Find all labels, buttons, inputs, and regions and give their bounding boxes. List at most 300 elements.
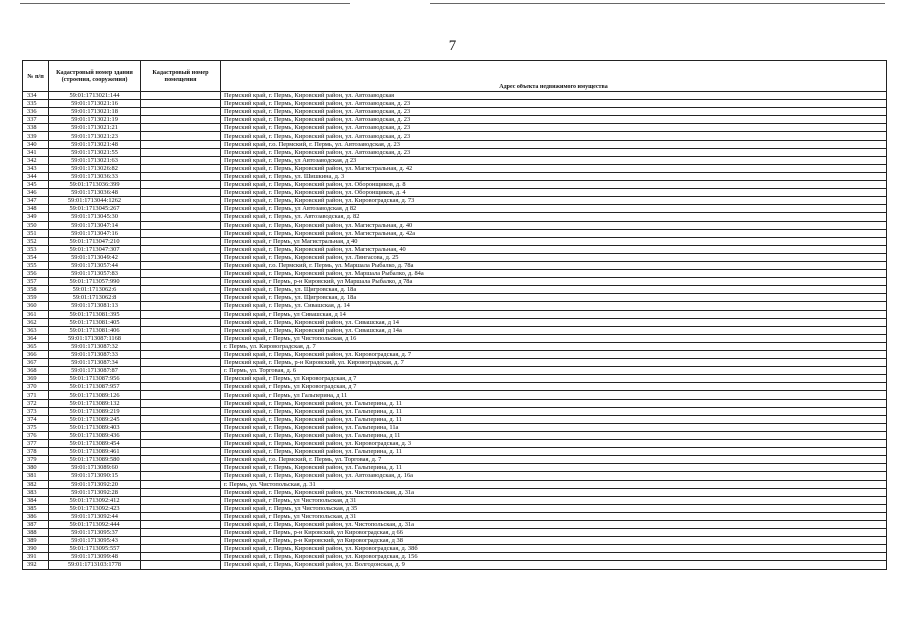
row-cadastral-building: 59:01:1713089:436 xyxy=(49,431,141,439)
row-cadastral-building: 59:01:1713089:132 xyxy=(49,399,141,407)
row-cadastral-building: 59:01:1713095:43 xyxy=(49,537,141,545)
row-address: Пермский край, г. Пермь, ул. Автозаводская, д. 82 xyxy=(221,213,887,221)
row-cadastral-premises xyxy=(141,351,221,359)
row-cadastral-building: 59:01:1713021:19 xyxy=(49,116,141,124)
row-cadastral-building: 59:01:1713089:219 xyxy=(49,407,141,415)
table-row xyxy=(23,415,887,423)
row-cadastral-building: 59:01:1713021:16 xyxy=(49,100,141,108)
table-row xyxy=(23,172,887,180)
row-number: 368 xyxy=(23,367,49,375)
row-number: 388 xyxy=(23,529,49,537)
table-row xyxy=(23,181,887,189)
row-cadastral-building: 59:01:1713036:48 xyxy=(49,189,141,197)
row-cadastral-building: 59:01:1713087:87 xyxy=(49,367,141,375)
row-cadastral-premises xyxy=(141,375,221,383)
table-row xyxy=(23,213,887,221)
row-number: 369 xyxy=(23,375,49,383)
row-cadastral-premises xyxy=(141,391,221,399)
row-cadastral-building: 59:01:1713092:412 xyxy=(49,496,141,504)
row-address: Пермский край, г.о. Пермский, г. Пермь, ул. Автозаводская, д. 23 xyxy=(221,140,887,148)
row-address: Пермский край, г. Пермь, Кировский район, ул. Чистопольская, д. 31а xyxy=(221,520,887,528)
row-number: 387 xyxy=(23,520,49,528)
row-cadastral-building: 59:01:1713021:23 xyxy=(49,132,141,140)
row-address: Пермский край, г. Пермь, Кировский район, ул. Кировоградская, д. 156 xyxy=(221,553,887,561)
row-address: Пермский край, г Пермь, ул Чистопольская, д 31 xyxy=(221,496,887,504)
row-cadastral-building: 59:01:1713021:21 xyxy=(49,124,141,132)
row-cadastral-building: 59:01:1713057:83 xyxy=(49,270,141,278)
row-cadastral-building: 59:01:1713021:55 xyxy=(49,148,141,156)
row-cadastral-building: 59:01:1713021:18 xyxy=(49,108,141,116)
row-cadastral-premises xyxy=(141,399,221,407)
row-number: 390 xyxy=(23,545,49,553)
row-address: Пермский край, г Пермь, ул Сивашская, д 14 xyxy=(221,310,887,318)
row-cadastral-premises xyxy=(141,440,221,448)
row-cadastral-premises xyxy=(141,197,221,205)
table-row xyxy=(23,140,887,148)
row-cadastral-building: 59:01:1713095:557 xyxy=(49,545,141,553)
row-address: Пермский край, г Пермь, ул Чистопольская, д 31 xyxy=(221,512,887,520)
table-row xyxy=(23,261,887,269)
row-number: 345 xyxy=(23,181,49,189)
row-number: 358 xyxy=(23,286,49,294)
row-number: 349 xyxy=(23,213,49,221)
row-number: 357 xyxy=(23,278,49,286)
row-address: Пермский край, г. Пермь, Кировский район, ул. Чистопольская, д. 31а xyxy=(221,488,887,496)
row-number: 370 xyxy=(23,383,49,391)
row-number: 359 xyxy=(23,294,49,302)
row-number: 346 xyxy=(23,189,49,197)
row-address: Пермский край, г. Пермь, Кировский район, ул. Кировоградская, д. 3 xyxy=(221,440,887,448)
row-cadastral-building: 59:01:1713089:461 xyxy=(49,448,141,456)
row-cadastral-premises xyxy=(141,359,221,367)
row-address: Пермский край, г. Пермь, Кировский район, ул. Автозаводская, д. 23 xyxy=(221,108,887,116)
table-row xyxy=(23,399,887,407)
table-row xyxy=(23,512,887,520)
row-number: 382 xyxy=(23,480,49,488)
row-address: Пермский край, г. Пермь, Кировский район, ул. Магистральная, 40 xyxy=(221,245,887,253)
row-number: 378 xyxy=(23,448,49,456)
row-cadastral-building: 59:01:1713047:307 xyxy=(49,245,141,253)
row-cadastral-building: 59:01:1713049:42 xyxy=(49,253,141,261)
row-number: 367 xyxy=(23,359,49,367)
row-address: Пермский край, г. Пермь, Кировский район, ул. Гальперина, 11а xyxy=(221,423,887,431)
table-row xyxy=(23,286,887,294)
row-cadastral-building: 59:01:1713087:34 xyxy=(49,359,141,367)
scan-top-rule-left xyxy=(20,3,350,4)
row-address: Пермский край, г Пермь, р-н Кировский, ул Кировоградская, д 66 xyxy=(221,529,887,537)
table-row xyxy=(23,245,887,253)
row-cadastral-premises xyxy=(141,189,221,197)
row-address: Пермский край, г. Пермь, Кировский район, ул. Сивашская, д 14 xyxy=(221,318,887,326)
row-cadastral-building: 59:01:1713087:957 xyxy=(49,383,141,391)
header-address: Адрес объекта недвижимого имущества xyxy=(221,84,887,92)
row-cadastral-premises xyxy=(141,172,221,180)
row-number: 372 xyxy=(23,399,49,407)
scan-top-rule-right xyxy=(430,3,885,4)
row-cadastral-premises xyxy=(141,326,221,334)
row-cadastral-premises xyxy=(141,205,221,213)
row-address: Пермский край, г. Пермь, р-н Кировский, ул. Кировоградская, д. 7 xyxy=(221,359,887,367)
row-address: Пермский край, г. Пермь, Кировский район, ул. Волгодонская, д. 9 xyxy=(221,561,887,569)
table-row xyxy=(23,116,887,124)
row-cadastral-premises xyxy=(141,342,221,350)
row-cadastral-premises xyxy=(141,156,221,164)
row-number: 339 xyxy=(23,132,49,140)
row-address: Пермский край, г. Пермь, ул. Щигровская, д. 18а xyxy=(221,294,887,302)
row-number: 353 xyxy=(23,245,49,253)
row-cadastral-building: 59:01:1713062:8 xyxy=(49,294,141,302)
row-cadastral-premises xyxy=(141,261,221,269)
row-address: Пермский край, г Пермь, ул Магистральная, д 40 xyxy=(221,237,887,245)
table-row xyxy=(23,270,887,278)
row-address: Пермский край, г. Пермь, Кировский район, ул. Автозаводская, д. 23 xyxy=(221,148,887,156)
table-row xyxy=(23,148,887,156)
row-address: Пермский край, г. Пермь, Кировский район, ул. Сивашская, д 14а xyxy=(221,326,887,334)
row-cadastral-building: 59:01:1713090:15 xyxy=(49,472,141,480)
row-address: Пермский край, г. Пермь, ул Автозаводская, д 82 xyxy=(221,205,887,213)
row-address: Пермский край, г. Пермь, Кировский район, ул. Магистральная, д. 40 xyxy=(221,221,887,229)
row-number: 379 xyxy=(23,456,49,464)
row-number: 344 xyxy=(23,172,49,180)
row-number: 391 xyxy=(23,553,49,561)
row-cadastral-premises xyxy=(141,270,221,278)
row-cadastral-building: 59:01:1713021:63 xyxy=(49,156,141,164)
row-address: Пермский край, г. Пермь, Кировский район, ул. Оборонщиков, д. 4 xyxy=(221,189,887,197)
row-cadastral-premises xyxy=(141,448,221,456)
table-row xyxy=(23,545,887,553)
table-row xyxy=(23,310,887,318)
row-cadastral-premises xyxy=(141,520,221,528)
table-row xyxy=(23,448,887,456)
row-cadastral-building: 59:01:1713099:48 xyxy=(49,553,141,561)
row-cadastral-premises xyxy=(141,286,221,294)
row-cadastral-premises xyxy=(141,561,221,569)
row-address: Пермский край, г. Пермь, Кировский район, ул. Автозаводская, д. 16а xyxy=(221,472,887,480)
row-cadastral-premises xyxy=(141,229,221,237)
row-cadastral-building: 59:01:1713089:126 xyxy=(49,391,141,399)
row-cadastral-premises xyxy=(141,367,221,375)
table-row xyxy=(23,520,887,528)
row-cadastral-premises xyxy=(141,537,221,545)
row-cadastral-premises xyxy=(141,302,221,310)
row-address: Пермский край, г. Пермь, Кировский район, ул. Лянгасова, д. 25 xyxy=(221,253,887,261)
row-number: 383 xyxy=(23,488,49,496)
row-cadastral-premises xyxy=(141,294,221,302)
table-row xyxy=(23,124,887,132)
row-cadastral-premises xyxy=(141,407,221,415)
row-number: 338 xyxy=(23,124,49,132)
row-cadastral-building: 59:01:1713044:1262 xyxy=(49,197,141,205)
row-cadastral-premises xyxy=(141,124,221,132)
row-number: 350 xyxy=(23,221,49,229)
row-cadastral-premises xyxy=(141,181,221,189)
row-cadastral-building: 59:01:1713089:454 xyxy=(49,440,141,448)
header-cadastral-premises: Кадастровый номер помещения xyxy=(141,61,221,92)
row-number: 389 xyxy=(23,537,49,545)
row-cadastral-premises xyxy=(141,423,221,431)
row-cadastral-premises xyxy=(141,496,221,504)
table-row xyxy=(23,334,887,342)
table-row xyxy=(23,431,887,439)
table-row xyxy=(23,407,887,415)
row-cadastral-premises xyxy=(141,116,221,124)
row-cadastral-premises xyxy=(141,253,221,261)
row-address: Пермский край, г Пермь, р-н Кировский, ул Кировоградская, д 38 xyxy=(221,537,887,545)
row-number: 341 xyxy=(23,148,49,156)
row-address: Пермский край, г. Пермь, Кировский район, ул. Кировоградская, д. 38б xyxy=(221,545,887,553)
row-cadastral-premises xyxy=(141,529,221,537)
row-cadastral-premises xyxy=(141,100,221,108)
row-number: 355 xyxy=(23,261,49,269)
table-row xyxy=(23,100,887,108)
row-cadastral-building: 59:01:1713026:82 xyxy=(49,164,141,172)
row-address: Пермский край, г. Пермь, Кировский район, ул. Гальперина, д. 11 xyxy=(221,448,887,456)
row-cadastral-building: 59:01:1713047:16 xyxy=(49,229,141,237)
row-address: г. Пермь, ул. Кировоградская, д. 7 xyxy=(221,342,887,350)
row-cadastral-premises xyxy=(141,480,221,488)
row-address: Пермский край, г. Пермь, ул Чистопольская, д 35 xyxy=(221,504,887,512)
row-cadastral-premises xyxy=(141,92,221,100)
table-row xyxy=(23,504,887,512)
table-row xyxy=(23,342,887,350)
table-row xyxy=(23,423,887,431)
header-num: № п/п xyxy=(23,61,49,92)
row-number: 335 xyxy=(23,100,49,108)
row-address: Пермский край, г. Пермь, Кировский район, ул. Магистральная, д. 42а xyxy=(221,229,887,237)
table-row xyxy=(23,537,887,545)
row-address: Пермский край, г. Пермь, Кировский район, ул. Кировоградская, д. 73 xyxy=(221,197,887,205)
row-address: Пермский край, г. Пермь, Кировский район, ул. Оборонщиков, д. 8 xyxy=(221,181,887,189)
row-cadastral-building: 59:01:1713047:210 xyxy=(49,237,141,245)
row-number: 374 xyxy=(23,415,49,423)
row-cadastral-building: 59:01:1713087:32 xyxy=(49,342,141,350)
row-address: Пермский край, г. Пермь, Кировский район, ул. Автозаводская, д. 23 xyxy=(221,100,887,108)
row-address: Пермский край, г Пермь, р-н Кировский, ул Маршала Рыбалко, д 78а xyxy=(221,278,887,286)
row-number: 342 xyxy=(23,156,49,164)
row-cadastral-premises xyxy=(141,553,221,561)
row-cadastral-building: 59:01:1713045:30 xyxy=(49,213,141,221)
row-address: Пермский край, г. Пермь, Кировский район, ул. Автозаводская, д. 23 xyxy=(221,124,887,132)
table-row xyxy=(23,326,887,334)
row-cadastral-building: 59:01:1713092:44 xyxy=(49,512,141,520)
row-number: 356 xyxy=(23,270,49,278)
table-row xyxy=(23,318,887,326)
row-number: 380 xyxy=(23,464,49,472)
row-cadastral-building: 59:01:1713081:405 xyxy=(49,318,141,326)
row-address: Пермский край, г. Пермь, ул. Сивашская, д. 14 xyxy=(221,302,887,310)
table-row xyxy=(23,132,887,140)
row-number: 347 xyxy=(23,197,49,205)
row-number: 354 xyxy=(23,253,49,261)
row-cadastral-building: 59:01:1713081:13 xyxy=(49,302,141,310)
table-row xyxy=(23,197,887,205)
table-row xyxy=(23,302,887,310)
row-number: 373 xyxy=(23,407,49,415)
row-number: 366 xyxy=(23,351,49,359)
row-cadastral-premises xyxy=(141,132,221,140)
row-number: 351 xyxy=(23,229,49,237)
table-row xyxy=(23,278,887,286)
row-number: 360 xyxy=(23,302,49,310)
row-cadastral-building: 59:01:1713081:406 xyxy=(49,326,141,334)
table-row xyxy=(23,359,887,367)
row-address: Пермский край, г. Пермь, ул Автозаводская, д 23 xyxy=(221,156,887,164)
row-cadastral-building: 59:01:1713081:395 xyxy=(49,310,141,318)
table-row xyxy=(23,464,887,472)
row-cadastral-premises xyxy=(141,278,221,286)
row-address: Пермский край, г. Пермь, Кировский район, ул. Гальперина, д 11 xyxy=(221,431,887,439)
table-row xyxy=(23,375,887,383)
table-body xyxy=(23,92,887,570)
table-row xyxy=(23,561,887,569)
row-cadastral-premises xyxy=(141,318,221,326)
row-cadastral-premises xyxy=(141,512,221,520)
row-number: 377 xyxy=(23,440,49,448)
row-cadastral-building: 59:01:1713092:444 xyxy=(49,520,141,528)
table-row xyxy=(23,456,887,464)
row-number: 386 xyxy=(23,512,49,520)
row-number: 385 xyxy=(23,504,49,512)
table-row xyxy=(23,351,887,359)
table-row xyxy=(23,189,887,197)
table-row xyxy=(23,205,887,213)
table-row xyxy=(23,553,887,561)
row-address: Пермский край, г. Пермь, Кировский район, ул. Маршала Рыбалко, д. 84а xyxy=(221,270,887,278)
row-number: 376 xyxy=(23,431,49,439)
row-cadastral-building: 59:01:1713092:20 xyxy=(49,480,141,488)
row-cadastral-building: 59:01:1713087:956 xyxy=(49,375,141,383)
row-number: 364 xyxy=(23,334,49,342)
row-number: 392 xyxy=(23,561,49,569)
property-table xyxy=(22,60,887,570)
row-number: 365 xyxy=(23,342,49,350)
row-address: Пермский край, г. Пермь, Кировский район, ул. Магистральная, д. 42 xyxy=(221,164,887,172)
row-number: 384 xyxy=(23,496,49,504)
table-row xyxy=(23,92,887,100)
row-cadastral-premises xyxy=(141,488,221,496)
row-number: 352 xyxy=(23,237,49,245)
row-number: 337 xyxy=(23,116,49,124)
row-cadastral-building: 59:01:1713021:144 xyxy=(49,92,141,100)
table-row xyxy=(23,529,887,537)
row-address: Пермский край, г Пермь, ул Кировоградская, д 7 xyxy=(221,383,887,391)
table-row xyxy=(23,480,887,488)
row-address: Пермский край, г. Пермь, ул. Щигровская, д. 18а xyxy=(221,286,887,294)
table-row xyxy=(23,294,887,302)
table-row xyxy=(23,383,887,391)
table-row xyxy=(23,367,887,375)
row-cadastral-building: 59:01:1713036:399 xyxy=(49,181,141,189)
row-address: г. Пермь, ул. Чистопольская, д. 31 xyxy=(221,480,887,488)
row-cadastral-building: 59:01:1713047:14 xyxy=(49,221,141,229)
row-address: Пермский край, г. Пермь, Кировский район, ул. Автозаводская, д. 23 xyxy=(221,132,887,140)
row-address: Пермский край, г Пермь, ул Гальперина, д 11 xyxy=(221,391,887,399)
table-row xyxy=(23,237,887,245)
row-address: Пермский край, г.о. Пермский, г. Пермь, ул. Маршала Рыбалко, д. 78а xyxy=(221,261,887,269)
row-number: 336 xyxy=(23,108,49,116)
row-cadastral-premises xyxy=(141,245,221,253)
row-address: Пермский край, г. Пермь, Кировский район, ул. Гальперина, д. 11 xyxy=(221,407,887,415)
row-number: 334 xyxy=(23,92,49,100)
row-cadastral-building: 59:01:1713089:403 xyxy=(49,423,141,431)
row-cadastral-premises xyxy=(141,431,221,439)
table-row xyxy=(23,391,887,399)
row-number: 348 xyxy=(23,205,49,213)
row-cadastral-premises xyxy=(141,456,221,464)
table-row xyxy=(23,108,887,116)
row-cadastral-premises xyxy=(141,464,221,472)
row-address: Пермский край, г.о. Пермский, г. Пермь, ул. Торговая, д. 7 xyxy=(221,456,887,464)
row-number: 381 xyxy=(23,472,49,480)
table-row xyxy=(23,221,887,229)
row-address: Пермский край, г. Пермь, Кировский район, ул. Автозаводская, д. 23 xyxy=(221,116,887,124)
row-address: Пермский край, г Пермь, ул Кировоградская, д 7 xyxy=(221,375,887,383)
row-cadastral-building: 59:01:1713092:423 xyxy=(49,504,141,512)
header-address-spacer xyxy=(221,61,887,85)
header-cadastral-building: Кадастровый номер здания (строения, сооружения) xyxy=(49,61,141,92)
row-number: 340 xyxy=(23,140,49,148)
row-cadastral-building: 59:01:1713103:1778 xyxy=(49,561,141,569)
table-row xyxy=(23,229,887,237)
row-address: Пермский край, г Пермь, ул Чистопольская, д 16 xyxy=(221,334,887,342)
row-cadastral-premises xyxy=(141,148,221,156)
row-cadastral-building: 59:01:1713089:60 xyxy=(49,464,141,472)
row-number: 363 xyxy=(23,326,49,334)
row-address: Пермский край, г. Пермь, Кировский район, ул. Кировоградская, д. 7 xyxy=(221,351,887,359)
row-cadastral-premises xyxy=(141,164,221,172)
row-cadastral-building: 59:01:1713089:580 xyxy=(49,456,141,464)
row-cadastral-premises xyxy=(141,310,221,318)
row-cadastral-building: 59:01:1713062:6 xyxy=(49,286,141,294)
table-header xyxy=(23,61,887,92)
table-row xyxy=(23,164,887,172)
row-cadastral-building: 59:01:1713057:990 xyxy=(49,278,141,286)
row-cadastral-premises xyxy=(141,504,221,512)
row-cadastral-building: 59:01:1713087:33 xyxy=(49,351,141,359)
row-address: г. Пермь, ул. Торговая, д. 6 xyxy=(221,367,887,375)
row-cadastral-building: 59:01:1713092:28 xyxy=(49,488,141,496)
table-row xyxy=(23,488,887,496)
page-number: 7 xyxy=(448,38,457,54)
row-cadastral-premises xyxy=(141,221,221,229)
row-number: 343 xyxy=(23,164,49,172)
row-address: Пермский край, г. Пермь, Кировский район, ул. Гальперина, д. 11 xyxy=(221,399,887,407)
table-row xyxy=(23,156,887,164)
row-number: 361 xyxy=(23,310,49,318)
row-cadastral-premises xyxy=(141,237,221,245)
table-row xyxy=(23,496,887,504)
row-cadastral-building: 59:01:1713045:267 xyxy=(49,205,141,213)
table-row xyxy=(23,253,887,261)
table-row xyxy=(23,440,887,448)
row-cadastral-building: 59:01:1713021:48 xyxy=(49,140,141,148)
row-address: Пермский край, г. Пермь, Кировский район, ул. Гальперина, д. 11 xyxy=(221,415,887,423)
row-cadastral-building: 59:01:1713089:245 xyxy=(49,415,141,423)
table-row xyxy=(23,472,887,480)
row-cadastral-building: 59:01:1713036:33 xyxy=(49,172,141,180)
row-number: 362 xyxy=(23,318,49,326)
row-cadastral-premises xyxy=(141,545,221,553)
row-cadastral-premises xyxy=(141,108,221,116)
row-cadastral-building: 59:01:1713095:37 xyxy=(49,529,141,537)
row-cadastral-premises xyxy=(141,383,221,391)
row-number: 371 xyxy=(23,391,49,399)
row-cadastral-premises xyxy=(141,140,221,148)
row-cadastral-premises xyxy=(141,334,221,342)
row-address: Пермский край, г. Пермь, Кировский район, ул. Автозаводская xyxy=(221,92,887,100)
row-cadastral-building: 59:01:1713057:44 xyxy=(49,261,141,269)
row-cadastral-premises xyxy=(141,472,221,480)
